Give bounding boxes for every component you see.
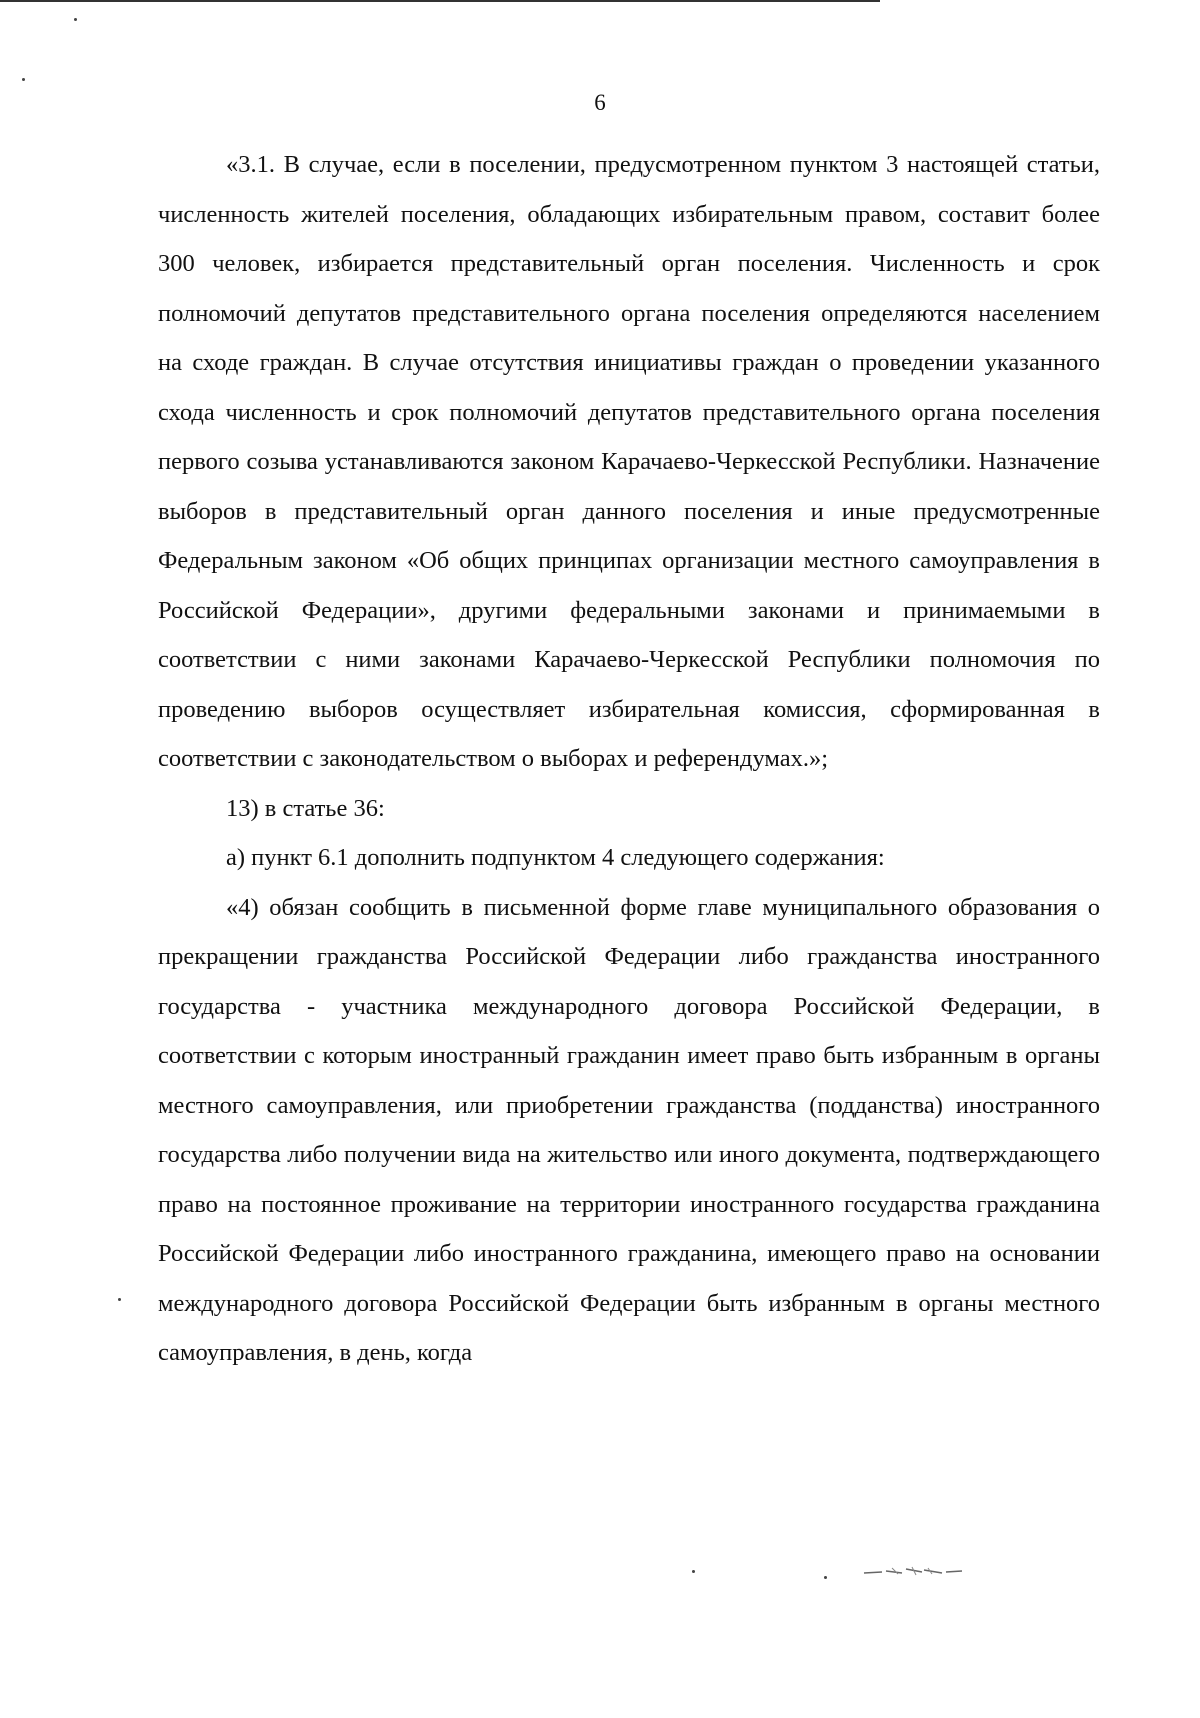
paragraph-article-3-1: «3.1. В случае, если в поселении, предусмотренном пунктом 3 настоящей статьи, численность жителей поселения, обладающих избирательным правом, составит более 300 человек, избирается представительный орган поселения. Численность и срок полномочий депутатов представительного органа поселения определяются населением на сходе граждан. В случае отсутствия инициативы граждан о проведении указанного схода численность и срок полномочий депутатов представительного органа поселения первого созыва устанавливаются законом Карачаево-Черкесской Республики. Назначение выборов в представительный орган данного поселения и иные предусмотренные Федеральным законом «Об общих принципах организации местного самоуправления в Российской Федерации», другими федеральными законами и принимаемыми в соответствии с ними законами Карачаево-Черкесской Республики полномочия по проведению выборов осуществляет избирательная комиссия, сформированная в соответствии с законодательством о выборах и референдумах.»;: [158, 151, 1100, 772]
scan-artifact-dot: [22, 78, 25, 81]
paragraph-subitem-4: «4) обязан сообщить в письменной форме главе муниципального образования о прекращении гражданства Российской Федерации либо гражданства иностранного государства - участника международного договора Российской Федерации, в соответствии с которым иностранный гражданин имеет право быть избранным в органы местного самоуправления, или приобретении гражданства (подданства) иностранного государства либо получении вида на жительство или иного документа, подтверждающего право на постоянное проживание на территории иностранного государства гражданина Российской Федерации либо иностранного гражданина, имеющего право на основании международного договора Российской Федерации быть избранным в органы местного самоуправления, в день, когда: [158, 893, 1100, 1366]
scan-artifact-smudge: [862, 1564, 972, 1578]
scan-artifact-dot: [692, 1570, 695, 1573]
scan-artifact-dot: [824, 1576, 827, 1579]
scan-top-border: [0, 0, 880, 2]
scan-artifact-dot: [74, 18, 77, 21]
paragraph-subitem-a: а) пункт 6.1 дополнить подпунктом 4 следующего содержания:: [226, 844, 885, 871]
paragraph-item-13: 13) в статье 36:: [226, 794, 385, 822]
scan-artifact-dot: [118, 1298, 121, 1301]
page-number: 6: [594, 90, 606, 115]
document-body: [158, 140, 1100, 1378]
